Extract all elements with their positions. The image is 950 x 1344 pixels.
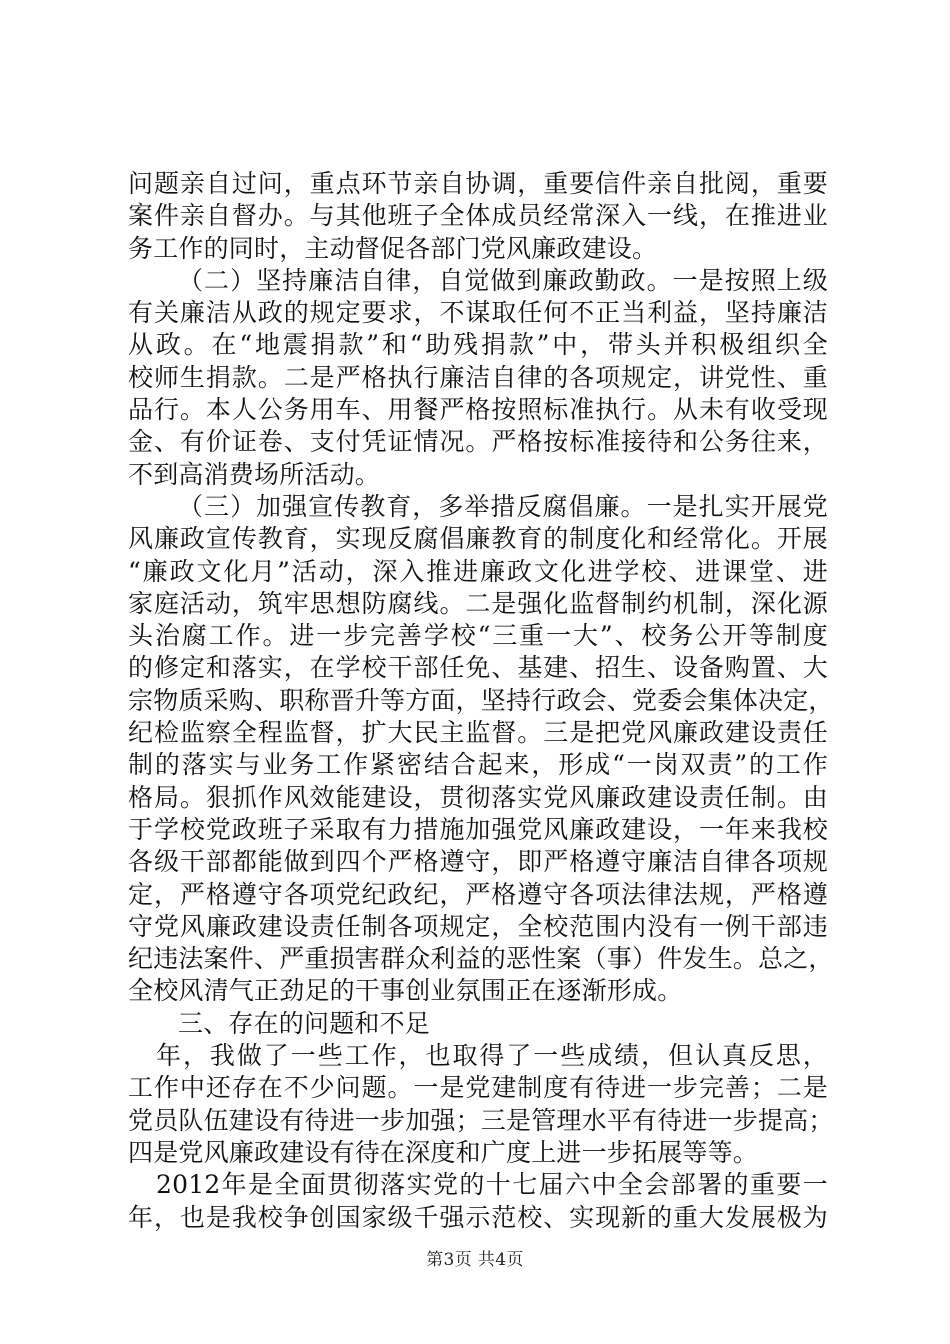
text-line: 品行。本人公务用车、用餐严格按照标准执行。从未有收受现 — [128, 395, 828, 425]
text-line: 风廉政宣传教育，实现反腐倡廉教育的制度化和经常化。开展 — [128, 524, 828, 554]
text-line: 纪检监察全程监督，扩大民主监督。三是把党风廉政建设责任 — [128, 718, 828, 748]
text-line: （二）坚持廉洁自律，自觉做到廉政勤政。一是按照上级 — [178, 265, 828, 295]
text-line: 党员队伍建设有待进一步加强；三是管理水平有待进一步提高； — [128, 1105, 834, 1135]
text-line: 格局。狠抓作风效能建设，贯彻落实党风廉政建设责任制。由 — [128, 782, 828, 812]
text-line: 有关廉洁从政的规定要求，不谋取任何不正当利益，坚持廉洁 — [128, 298, 828, 328]
document-body — [128, 168, 834, 1234]
text-line: 头治腐工作。进一步完善学校“三重一大”、校务公开等制度 — [128, 621, 828, 651]
text-line: 2012年是全面贯彻落实党的十七届六中全会部署的重要一 — [156, 1170, 828, 1200]
text-line: 校师生捐款。二是严格执行廉洁自律的各项规定，讲党性、重 — [128, 362, 828, 392]
text-line: 制的落实与业务工作紧密结合起来，形成“一岗双责”的工作 — [128, 750, 828, 780]
text-line: 宗物质采购、职称晋升等方面，坚持行政会、党委会集体决定， — [128, 685, 834, 715]
text-line: 的修定和落实，在学校干部任免、基建、招生、设备购置、大 — [128, 653, 828, 683]
text-line: 从政。在“地震捐款”和“助残捐款”中，带头并积极组织全 — [128, 330, 828, 360]
text-line: 务工作的同时，主动督促各部门党风廉政建设。 — [128, 233, 658, 263]
text-line: “廉政文化月”活动，深入推进廉政文化进学校、进课堂、进 — [128, 556, 828, 586]
text-line: 守党风廉政建设责任制各项规定，全校范围内没有一例干部违 — [128, 911, 828, 941]
text-line: 各级干部都能做到四个严格遵守，即严格遵守廉洁自律各项规 — [128, 847, 828, 877]
page-number-footer: 第3页 共4页 — [426, 1250, 524, 1270]
text-line: 问题亲自过问，重点环节亲自协调，重要信件亲自批阅，重要 — [128, 169, 828, 198]
text-line: （三）加强宣传教育，多举措反腐倡廉。一是扎实开展党 — [178, 491, 828, 521]
text-line: 全校风清气正劲足的干事创业氛围正在逐渐形成。 — [128, 976, 683, 1006]
text-line: 案件亲自督办。与其他班子全体成员经常深入一线，在推进业 — [128, 201, 828, 231]
section-heading: 三、存在的问题和不足 — [178, 1008, 431, 1038]
text-line: 金、有价证卷、支付凭证情况。严格按标准接待和公务往来， — [128, 427, 828, 457]
text-line: 于学校党政班子采取有力措施加强党风廉政建设，一年来我校 — [128, 814, 828, 844]
text-line: 定，严格遵守各项党纪政纪，严格遵守各项法律法规，严格遵 — [128, 879, 828, 909]
text-line: 不到高消费场所活动。 — [128, 459, 381, 489]
text-line: 家庭活动，筑牢思想防腐线。二是强化监督制约机制，深化源 — [128, 588, 828, 618]
text-line: 四是党风廉政建设有待在深度和广度上进一步拓展等等。 — [128, 1137, 759, 1167]
text-line: 年，我做了一些工作，也取得了一些成绩，但认真反思， — [156, 1041, 828, 1071]
text-line: 年，也是我校争创国家级千强示范校、实现新的重大发展极为 — [128, 1202, 828, 1232]
text-line: 纪违法案件、严重损害群众利益的恶性案（事）件发生。总之， — [128, 944, 834, 974]
text-line: 工作中还存在不少问题。一是党建制度有待进一步完善；二是 — [128, 1073, 828, 1103]
